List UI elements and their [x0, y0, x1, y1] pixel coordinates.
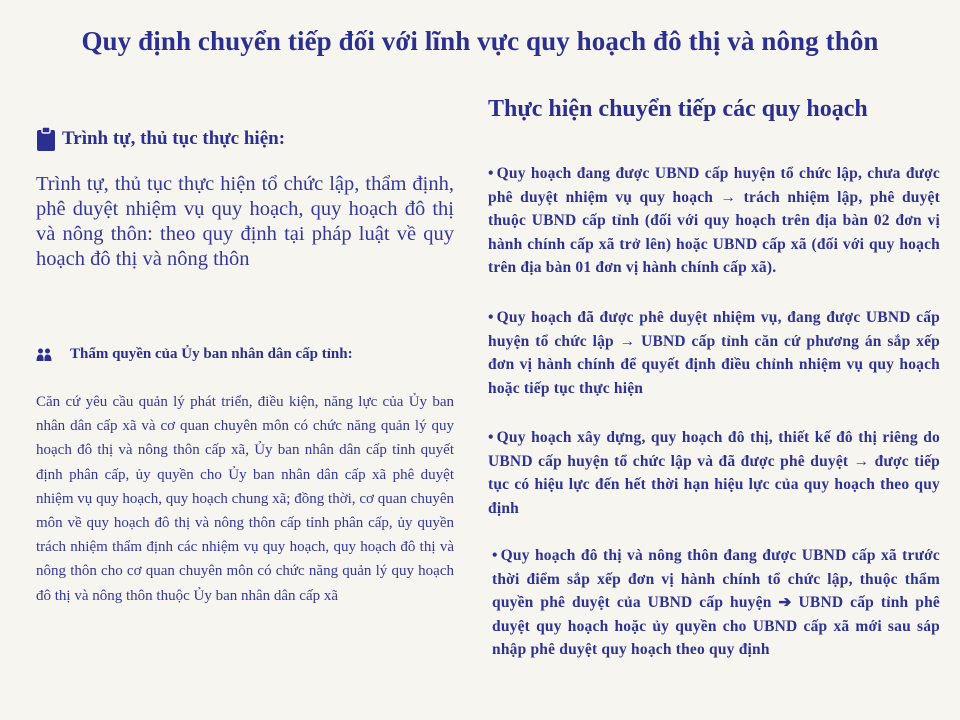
people-icon	[36, 348, 52, 362]
bullet-text: Quy hoạch đã được phê duyệt nhiệm vụ, đang được UBND cấp huyện tổ chức lập → UBND cấp tỉnh căn cứ phương án sắp xếp đơn vị hành chính để quyết định điều chỉnh nhiệm vụ quy hoạch hoặc tiếp tục thực hiện	[488, 309, 940, 397]
transition-bullet-3	[488, 426, 940, 520]
authority-text: Căn cứ yêu cầu quản lý phát triển, điều kiện, năng lực của Ủy ban nhân dân cấp xã và cơ quan chuyên môn có chức năng quản lý quy hoạch đô thị và nông thôn cấp xã, Ủy ban nhân dân cấp tỉnh quyết định phân cấp, ủy quyền cho Ủy ban nhân dân cấp xã phê duyệt nhiệm vụ quy hoạch, quy hoạch chung xã; đồng thời, cơ quan chuyên môn về quy hoạch đô thị và nông thôn cấp tỉnh phân cấp, ủy quyền trách nhiệm thẩm định các nhiệm vụ quy hoạch, quy hoạch đô thị và nông thôn cho cơ quan chuyên môn có chức năng quản lý quy hoạch đô thị và nông thôn thuộc Ủy ban nhân dân cấp xã	[36, 394, 454, 604]
procedure-heading: Trình tự, thủ tục thực hiện:	[62, 128, 286, 149]
procedure-text: Trình tự, thủ tục thực hiện tổ chức lập, thẩm định, phê duyệt nhiệm vụ quy hoạch, quy hoạch đô thị và nông thôn: theo quy định tại pháp luật về quy hoạch đô thị và nông thôn	[36, 173, 454, 270]
authority-heading-row	[36, 346, 353, 363]
authority-heading: Thẩm quyền của Ủy ban nhân dân cấp tỉnh:	[70, 346, 353, 362]
bullet-marker: •	[488, 429, 494, 446]
bullet-marker: •	[492, 547, 498, 564]
page-title: Quy định chuyển tiếp đối với lĩnh vực quy hoạch đô thị và nông thôn	[81, 26, 879, 56]
bullet-marker: •	[488, 309, 494, 326]
transition-bullet-4	[492, 544, 940, 662]
procedure-heading-row	[36, 126, 285, 152]
bullet-marker: •	[488, 165, 494, 182]
bullet-text: Quy hoạch xây dựng, quy hoạch đô thị, thiết kế đô thị riêng do UBND cấp huyện tổ chức lập và đã được phê duyệt → được tiếp tục có hiệu lực đến hết thời hạn hiệu lực của quy hoạch theo quy định	[488, 429, 940, 517]
transition-bullet-2	[488, 306, 940, 400]
transition-heading: Thực hiện chuyển tiếp các quy hoạch	[488, 96, 868, 122]
clipboard-icon	[36, 126, 56, 152]
transition-bullet-1	[488, 162, 940, 280]
bullet-text: Quy hoạch đô thị và nông thôn đang được UBND cấp xã trước thời điểm sắp xếp đơn vị hành chính tổ chức lập, thuộc thẩm quyền phê duyệt của UBND cấp huyện ➔ UBND cấp tỉnh phê duyệt quy hoạch hoặc ủy quyền cho UBND cấp xã mới sau sáp nhập phê duyệt quy hoạch theo quy định	[492, 547, 940, 659]
bullet-text: Quy hoạch đang được UBND cấp huyện tổ chức lập, chưa được phê duyệt nhiệm vụ quy hoạch → trách nhiệm lập, phê duyệt thuộc UBND cấp tỉnh (đối với quy hoạch trên địa bàn 02 đơn vị hành chính cấp xã trở lên) hoặc UBND cấp xã (đối với quy hoạch trên địa bàn 01 đơn vị hành chính cấp xã).	[488, 165, 940, 277]
